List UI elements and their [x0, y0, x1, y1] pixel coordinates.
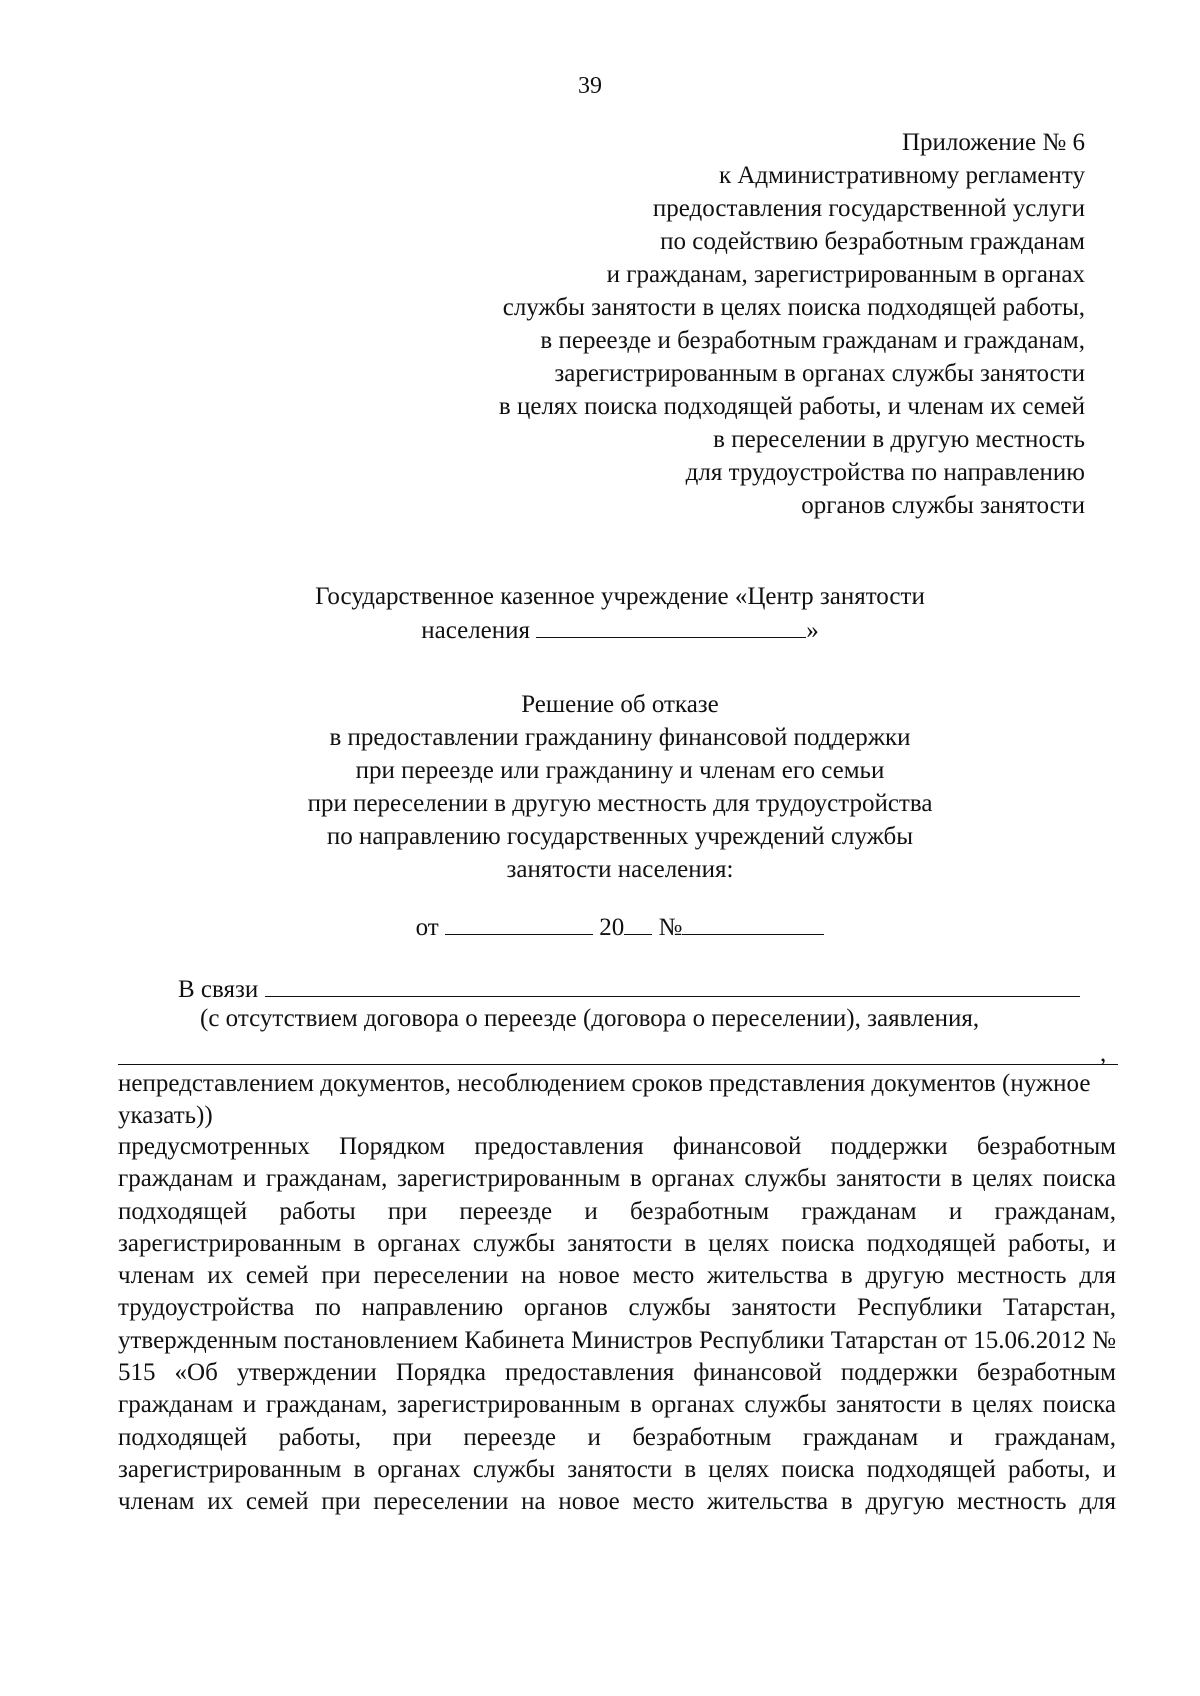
- body-paragraph: [118, 1131, 1116, 1519]
- organization-line-1: Государственное казенное учреждение «Центр занятости: [315, 583, 925, 610]
- in-relation-label: В связи: [178, 976, 259, 1003]
- appendix-header: [499, 126, 1085, 522]
- year-blank-field: [624, 910, 652, 935]
- date-from-label: от: [415, 914, 439, 941]
- number-sign: №: [658, 914, 683, 941]
- reason-hint-line-1: (с отсутствием договора о переезде (договора о переселении), заявления,: [200, 1005, 980, 1032]
- trailing-comma: ,: [1100, 1040, 1107, 1067]
- organization-blank-field: [536, 613, 806, 638]
- appendix-line: для трудоустройства по направлению: [685, 459, 1085, 486]
- appendix-line: органов службы занятости: [801, 492, 1085, 519]
- appendix-line: по содействию безработным гражданам: [660, 228, 1085, 255]
- decision-line: занятости населения:: [506, 856, 734, 883]
- organization-name: [0, 580, 1200, 647]
- body-text: предусмотренных Порядком предоставления финансовой поддержки безработным гражданам и гражданам, зарегистрированным в органах службы занятости в целях поиска подходящей работы при переезде и безработным гражданам и гражданам, зарегистрированным в органах службы занятости в целях поиска подходящей работы, и членам их семей при переселении на новое место жительства в другую местность для трудоустройства по направлению органов службы занятости Республики Татарстан, утвержденным постановлением Кабинета Министров Республики Татарстан от 15.06.2012 № 515 «Об утверждении Порядка предоставления финансовой поддержки безработным гражданам и гражданам, зарегистрированным в органах службы занятости в целях поиска подходящей работы, при переезде и безработным гражданам и гражданам, зарегистрированным в органах службы занятости в целях поиска подходящей работы, и членам их семей при переселении на новое место жительства в другую местность для: [118, 1133, 1116, 1516]
- appendix-line: к Административному регламенту: [718, 162, 1085, 189]
- appendix-line: в переезде и безработным гражданам и гражданам,: [540, 327, 1085, 354]
- reason-blank-line: [118, 1064, 1118, 1065]
- appendix-line: службы занятости в целях поиска подходящей работы,: [502, 294, 1085, 321]
- date-line: [0, 910, 1200, 944]
- in-relation-blank-field: [265, 972, 1080, 997]
- appendix-line: зарегистрированным в органах службы занятости: [554, 360, 1085, 387]
- decision-line: в предоставлении гражданину финансовой поддержки: [329, 724, 911, 751]
- reason-hint-line-2: непредставлением документов, несоблюдением сроков представления документов (нужное указать)): [118, 1070, 1091, 1129]
- organization-line-2: [0, 613, 1200, 647]
- decision-line: по направлению государственных учреждений службы: [326, 823, 914, 850]
- page-number: 39: [578, 73, 602, 99]
- date-year-label: 20: [599, 914, 625, 941]
- appendix-line: в переселении в другую местность: [713, 426, 1085, 453]
- appendix-line: в целях поиска подходящей работы, и членам их семей: [498, 393, 1085, 420]
- appendix-line: предоставления государственной услуги: [652, 195, 1085, 222]
- decision-line: при переселении в другую местность для трудоустройства: [307, 790, 933, 817]
- appendix-line: Приложение № 6: [901, 129, 1085, 156]
- date-blank-field: [445, 910, 593, 935]
- decision-title: [0, 688, 1200, 886]
- appendix-line: и гражданам, зарегистрированным в органах: [606, 261, 1085, 288]
- organization-line-2-suffix: »: [806, 617, 819, 644]
- decision-line: при переезде или гражданину и членам его семьи: [355, 757, 885, 784]
- in-relation-line: [178, 972, 1080, 1004]
- decision-line: Решение об отказе: [521, 691, 719, 718]
- number-blank-field: [682, 910, 824, 935]
- organization-line-2-prefix: населения: [421, 617, 531, 644]
